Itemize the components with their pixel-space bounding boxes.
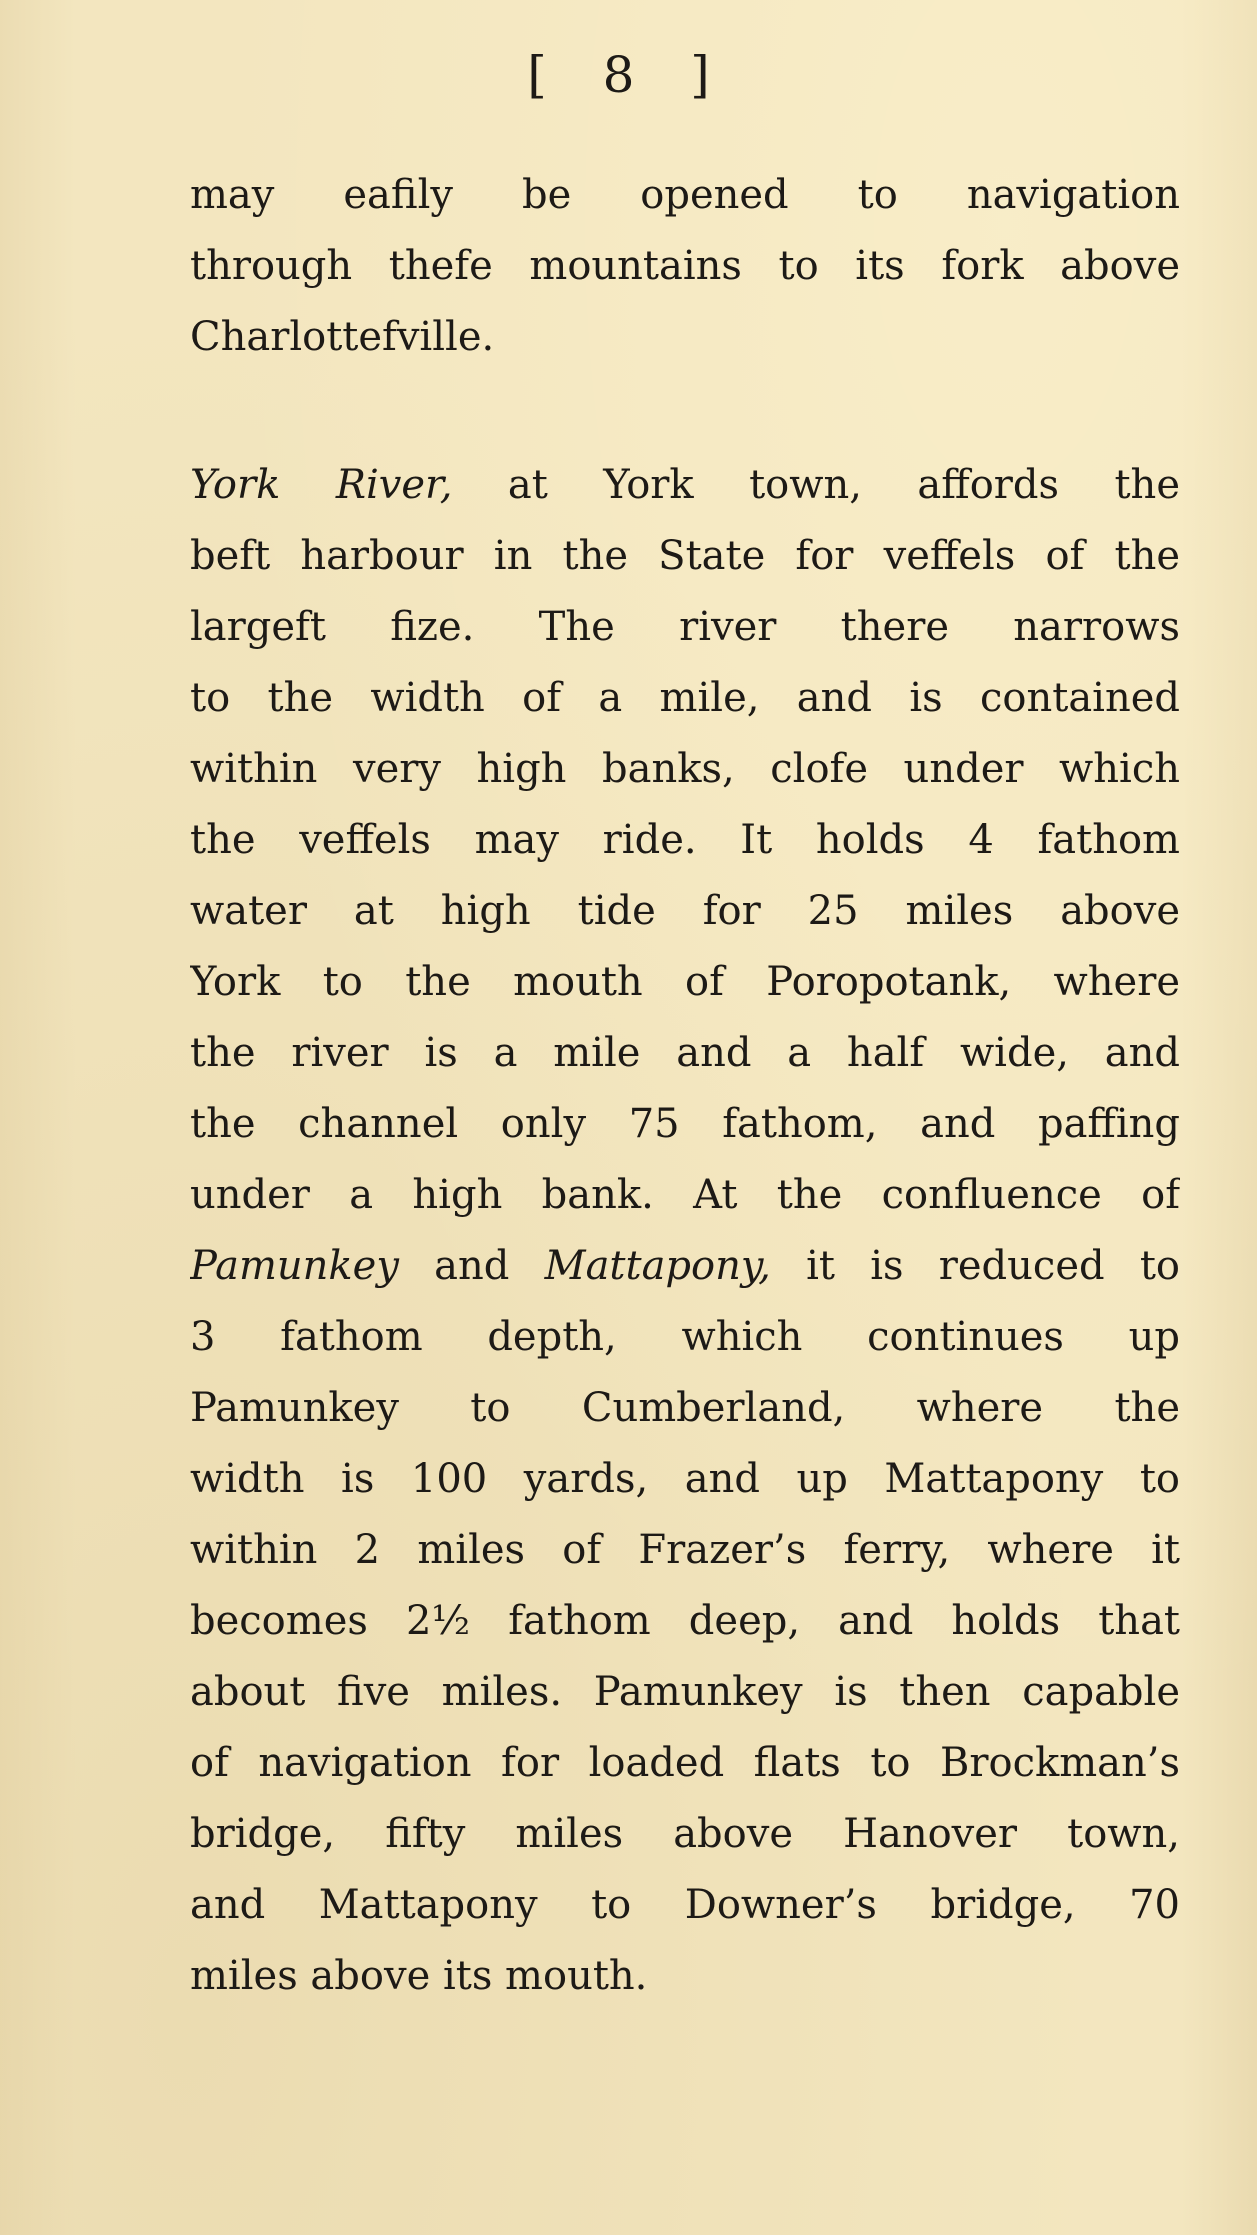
italic-river-name: Pamunkey <box>190 1243 399 1289</box>
text-line: and Mattapony to Downer’s bridge, 70 <box>190 1882 1180 1928</box>
text-line: bridge, fifty miles above Hanover town, <box>190 1811 1180 1857</box>
text-line: under a high bank. At the confluence of <box>190 1172 1180 1218</box>
text-line: about five miles. Pamunkey is then capable <box>190 1669 1180 1715</box>
text-line: miles above its mouth. <box>190 1953 648 1999</box>
text-line: York to the mouth of Poropotank, where <box>190 959 1180 1005</box>
text-line: Charlottefville. <box>190 314 495 360</box>
paragraph-2 <box>190 450 1180 2012</box>
text-line: largeft fize. The river there narrows <box>190 604 1180 650</box>
text-line: water at high tide for 25 miles above <box>190 888 1180 934</box>
text-segment: at York town, affords the <box>452 462 1180 508</box>
text-segment: and <box>398 1243 545 1289</box>
text-line: of navigation for loaded flats to Brockman’s <box>190 1740 1180 1786</box>
italic-river-name: Mattapony, <box>544 1243 771 1289</box>
italic-river-name: York River, <box>190 462 453 508</box>
text-line: may eafily be opened to navigation <box>190 172 1180 218</box>
text-line: Pamunkey to Cumberland, where the <box>190 1385 1180 1431</box>
text-line: the veffels may ride. It holds 4 fathom <box>190 817 1180 863</box>
text-line <box>190 450 1180 521</box>
text-line: the river is a mile and a half wide, and <box>190 1030 1180 1076</box>
text-line: becomes 2½ fathom deep, and holds that <box>190 1598 1180 1644</box>
text-line: width is 100 yards, and up Mattapony to <box>190 1456 1180 1502</box>
paragraph-1 <box>190 160 1180 373</box>
text-line <box>190 1231 1180 1302</box>
text-line: within 2 miles of Frazer’s ferry, where it <box>190 1527 1180 1573</box>
text-segment: it is reduced to <box>770 1243 1180 1289</box>
text-line: the channel only 75 fathom, and paffing <box>190 1101 1180 1147</box>
text-line: 3 fathom depth, which continues up <box>190 1314 1180 1360</box>
text-line: beft harbour in the State for veffels of the <box>190 533 1180 579</box>
text-line: to the width of a mile, and is contained <box>190 675 1180 721</box>
text-line: within very high banks, clofe under which <box>190 746 1180 792</box>
text-line: through thefe mountains to its fork above <box>190 243 1180 289</box>
page-number-header: [ 8 ] <box>527 46 730 104</box>
